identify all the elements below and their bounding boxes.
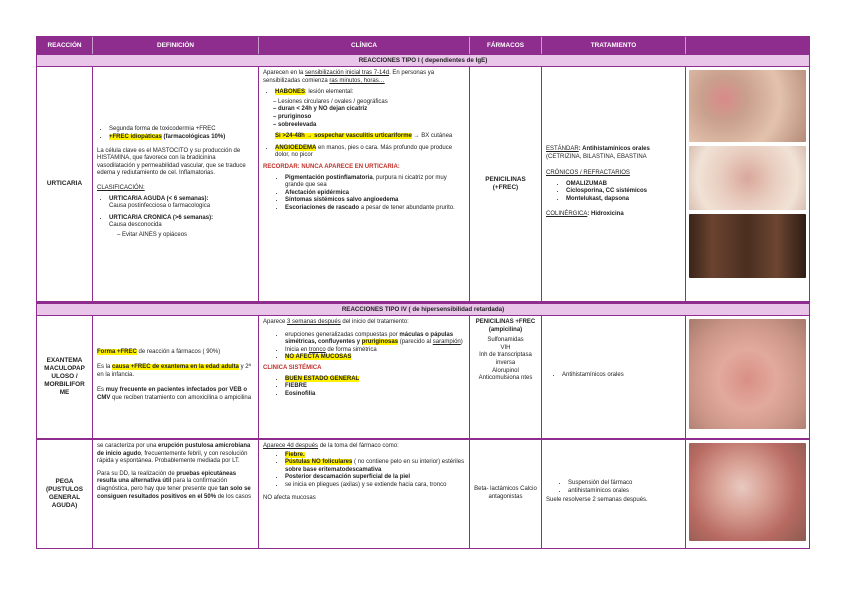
def-bullet: • URTICARIA CRONICA (>6 semanas): Causa desconocida bbox=[109, 215, 254, 230]
clinica-cell bbox=[259, 440, 470, 548]
trat-note: Suele resolverse 2 semanas después. bbox=[546, 497, 648, 504]
clinica-cell bbox=[259, 316, 470, 438]
farm-item: Anticomulsiona ntes bbox=[478, 375, 533, 382]
header-tratamiento: TRATAMIENTO bbox=[542, 37, 686, 54]
reactions-table bbox=[36, 36, 810, 549]
definition-cell bbox=[93, 316, 259, 438]
clin-bullet: • erupciones generalizadas compuestas por máculas o pápulas simétricas, confluyentes y pruriginosas (parecido al sarampión) bbox=[285, 332, 465, 347]
clin-bullet: • se inicia en pliegues (axilas) y se extiende hacia cara, tronco bbox=[285, 482, 465, 490]
clin-subitem: – Lesiones circulares / ovales / geográficas bbox=[273, 99, 465, 107]
images-cell bbox=[686, 316, 809, 438]
skin-photo-exanthem-trunk-icon bbox=[689, 319, 806, 429]
farm-item: Alorupinol bbox=[492, 367, 519, 374]
clin-sistemica: CLINICA SISTÉMICA bbox=[263, 364, 322, 371]
clin-bullet: • Fiebre. bbox=[285, 452, 465, 460]
clin-subitem: – pruriginoso bbox=[273, 114, 465, 122]
table-header bbox=[37, 37, 809, 54]
clin-bullet: • Síntomas sistémicos salvo angioedema bbox=[285, 197, 465, 205]
clin-paragraph: Aparece 4d después de la toma del fármaco como: bbox=[263, 443, 399, 449]
band-tipo-i: REACCIONES TIPO I ( dependientes de IgE) bbox=[37, 54, 809, 67]
clin-vasculitis: Si >24-48h → sospechar vasculitis urticariforme → BX cutánea bbox=[275, 133, 453, 140]
row-exantema bbox=[37, 316, 809, 440]
trat-bullet: • Antihistamínicos orales bbox=[562, 372, 681, 380]
header-definicion: DEFINICIÓN bbox=[93, 37, 259, 54]
skin-photo-angioedema-faces-icon bbox=[689, 214, 806, 278]
clin-recordar: RECORDAR: NUNCA APARECE EN URTICARIA: bbox=[263, 163, 400, 170]
clin-subitem: – sobreelevada bbox=[273, 122, 465, 130]
definition-cell bbox=[93, 67, 259, 301]
clin-paragraph: Aparecen en la sensibilización inicial tras 7-14d. En personas ya sensibilizadas comienza ras minutos, horas… bbox=[263, 70, 435, 84]
def-paragraph: Para su DD, la realización de pruebas epicutáneas resulta una alternativa útil para la confirmación diagnóstica, pero hay que tener presente que tan solo se consiguen resultados positivos en el 50% de los casos bbox=[97, 470, 252, 500]
images-cell bbox=[686, 67, 809, 301]
trat-bullet: • OMALIZUMAB bbox=[566, 181, 681, 189]
trat-heading: CRÓNICOS / REFRACTARIOS bbox=[546, 170, 630, 177]
header-images bbox=[686, 37, 809, 54]
skin-photo-arm-icon bbox=[689, 70, 806, 142]
tratamiento-cell bbox=[542, 440, 686, 548]
clin-bullet: • NO AFECTA MUCOSAS bbox=[285, 354, 465, 362]
images-cell bbox=[686, 440, 809, 548]
farmacos-cell: PENICILINAS (+FREC) bbox=[470, 67, 542, 301]
clin-bullet: • FIEBRE bbox=[285, 383, 465, 391]
header-reaccion: REACCIÓN bbox=[37, 37, 93, 54]
def-subitem: – Evitar AINES y opiáceos bbox=[117, 232, 254, 240]
clin-bullet: • Eosinofilia bbox=[285, 391, 465, 399]
tratamiento-cell bbox=[542, 67, 686, 301]
farmacos-cell: Beta- lactámicos Calcio antagonistas bbox=[470, 440, 542, 548]
def-bullet: • URTICARIA AGUDA (< 6 semanas): Causa postinfecciosa o farmacologica bbox=[109, 196, 254, 211]
def-paragraph: se caracteriza por una erupción pustulosa amicrobiana de inicio agudo, frecuentemente febril, y con resolución rápida y espontánea. Probablemente mediada por LT. bbox=[97, 443, 251, 465]
farm-item: VIH bbox=[500, 344, 511, 351]
reaction-name: URTICARIA bbox=[37, 67, 93, 301]
clin-bullet: • Escoriaciones de rascado a pesar de tener abundante prurito. bbox=[285, 205, 465, 213]
clin-bullet: • Pústulas NO foliculares ( no contiene pelo en su interior) estériles sobre base eritematodescamativa bbox=[285, 459, 465, 474]
def-paragraph: La célula clave es el MASTOCITO y su producción de HISTAMINA, que favorece con la bradicinina vasodilatación y permeabilidad vascular, que se traduce edema y rediutamiento de cel. Inflamatorias. bbox=[97, 147, 246, 177]
def-paragraph: Es muy frecuente en pacientes infectados por VEB o CMV que reciben tratamiento con amoxicilina o ampicilina bbox=[97, 387, 252, 401]
def-paragraph: Es la causa +FREC de exantema en la edad adulta y 2ª en la infancia. bbox=[97, 364, 251, 378]
farm-item: PENICILINAS +FREC (ampicilina) bbox=[475, 319, 536, 333]
header-clinica: CLÍNICA bbox=[259, 37, 470, 54]
clin-paragraph: Aparece 3 semanas después del inicio del tratamiento: bbox=[263, 319, 409, 325]
trat-standard: ESTÁNDAR: Antihistamínicos orales (CETRIZINA, BILASTINA, EBASTINA bbox=[546, 145, 650, 160]
clin-bullet: • ANGIOEDEMA en manos, pies o cara. Más profundo que produce dolor, no picor bbox=[275, 145, 465, 160]
clin-bullet: • Posterior descamación superficial de la piel bbox=[285, 474, 465, 482]
trat-bullet: • Ciclosporina, CC sistémicos bbox=[566, 188, 681, 196]
clin-bullet: • Inicia en tronco de forma simétrica bbox=[285, 347, 465, 355]
definition-cell bbox=[93, 440, 259, 548]
clin-bullet: • Afectación epidérmica bbox=[285, 190, 465, 198]
row-pega bbox=[37, 440, 809, 548]
clin-subitem: – duran < 24h y NO dejan cicatriz bbox=[273, 106, 465, 114]
farm-item: Inh de transcriptasa inversa bbox=[479, 352, 532, 366]
clin-nomucosas: NO afecta mucosas bbox=[263, 494, 316, 501]
tratamiento-cell bbox=[542, 316, 686, 438]
band-tipo-iv: REACCIONES TIPO IV ( de hipersensibilidad retardada) bbox=[37, 303, 809, 316]
trat-bullet: • Suspensión del fármaco bbox=[568, 480, 681, 488]
trat-bullet: • antihistamínicos orales bbox=[568, 488, 681, 496]
header-farmacos: FÁRMACOS bbox=[470, 37, 542, 54]
def-bullet: • Segunda forma de toxicodermia +FREC bbox=[109, 126, 254, 134]
skin-photo-pustules-icon bbox=[689, 443, 806, 541]
trat-colinergica: COLINÉRGICA: Hidroxicina bbox=[546, 211, 624, 218]
def-heading: CLASIFICACIÓN: bbox=[97, 185, 145, 191]
row-urticaria bbox=[37, 67, 809, 303]
farmacos-cell bbox=[470, 316, 542, 438]
skin-photo-wheals-icon bbox=[689, 146, 806, 210]
clin-bullet: • BUEN ESTADO GENERAL bbox=[285, 376, 465, 384]
trat-bullet: • Montelukast, dapsona bbox=[566, 196, 681, 204]
reaction-name: PEGA (PUSTULOS GENERAL AGUDA) bbox=[37, 440, 93, 548]
farm-item: Sulfonamidas bbox=[487, 337, 524, 344]
def-paragraph: Forma +FREC de reacción a fármacos ( 90%) bbox=[97, 348, 221, 355]
def-bullet: • +FREC idiopáticas (farmacológicas 10%) bbox=[109, 134, 254, 142]
clin-bullet: • Pigmentación postinflamatoria, purpura ni cicatriz por muy grande que sea bbox=[285, 175, 465, 190]
reaction-name: EXANTEMA MACULOPAP ULOSO / MORBILIFOR ME bbox=[37, 316, 93, 438]
clin-bullet: • HABONES: lesión elemental: bbox=[275, 89, 465, 97]
clinica-cell bbox=[259, 67, 470, 301]
